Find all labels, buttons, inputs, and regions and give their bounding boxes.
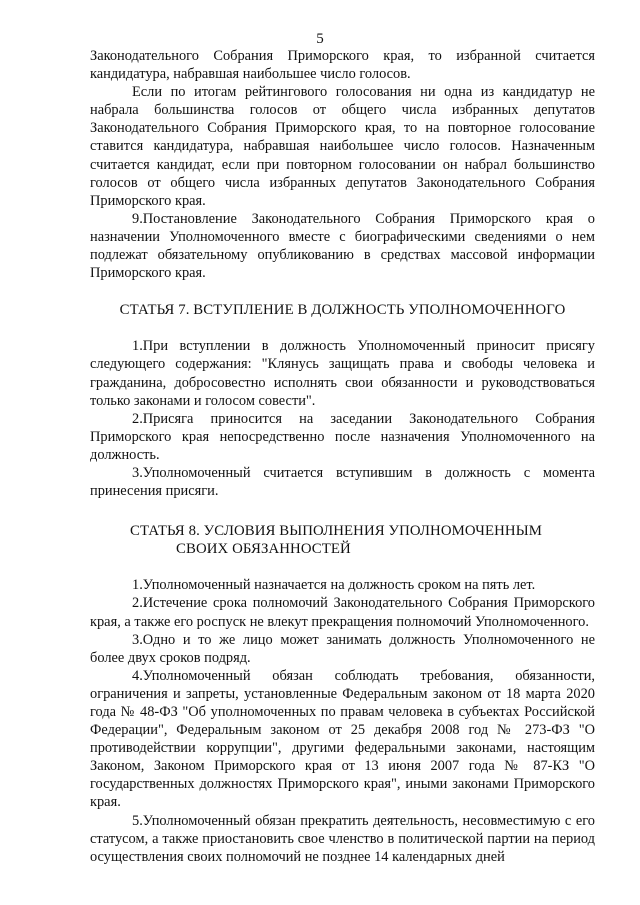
article-8-title-line-2: СВОИХ ОБЯЗАННОСТЕЙ xyxy=(176,541,351,558)
paragraph-repeat-vote: Если по итогам рейтингового голосования ни одна из кандидатур не набрала большинства голосов от общего числа избранных депутатов Законодательного Собрания Приморского края, то на повторное голосование ставится кандидатура, набравшая наибольшее число голосов. Назначенным считается кандидат, если при повторном голосовании он набрал большинство голосов от общего числа избранных депутатов Законодательного Собрания Приморского края. xyxy=(90,84,595,209)
page-number: 5 xyxy=(316,31,324,47)
paragraph-continuation: Законодательного Собрания Приморского края, то избранной считается кандидатура, набравшая наибольшее число голосов. xyxy=(90,48,595,83)
article-8-item-3: 3.Одно и то же лицо может занимать должность Уполномоченного не более двух сроков подряд. xyxy=(90,631,595,666)
article-8-title xyxy=(90,522,595,558)
article-8-item-4: 4.Уполномоченный обязан соблюдать требования, обязанности, ограничения и запреты, установленные Федеральным законом от 18 марта 2020 года № 48-ФЗ "Об уполномоченных по правам человека в субъектах Российской Федерации", Федеральным законом от 25 декабря 2008 год № 273-ФЗ "О противодействии коррупции", другими федеральными законами, настоящим Законом, Законом Приморского края от 13 июня 2007 года № 87-КЗ "О государственных должностях Приморского края", иными законами Приморского края. xyxy=(90,667,595,811)
article-7-item-1: 1.При вступлении в должность Уполномоченный приносит присягу следующего содержания: "Клянусь защищать права и свободы человека и гражданина, добросовестно исполнять свои обязанности и руководствоваться только законами и голосом совести". xyxy=(90,338,595,409)
article-8-item-2: 2.Истечение срока полномочий Законодательного Собрания Приморского края, а также его роспуск не влекут прекращения полномочий Уполномоченного. xyxy=(90,595,595,630)
article-7-item-3: 3.Уполномоченный считается вступившим в должность с момента принесения присяги. xyxy=(90,464,595,500)
document-body xyxy=(90,47,595,866)
article-8-title-line-1: СТАТЬЯ 8. УСЛОВИЯ ВЫПОЛНЕНИЯ УПОЛНОМОЧЕННЫМ xyxy=(130,523,542,540)
article-7-item-2: 2.Присяга приносится на заседании Законодательного Собрания Приморского края непосредственно после назначения Уполномоченного на должность. xyxy=(90,410,595,463)
article-8-item-5: 5.Уполномоченный обязан прекратить деятельность, несовместимую с его статусом, а также приостановить свое членство в политической партии на период осуществления своих полномочий не позднее 14 календарных дней xyxy=(90,812,595,865)
article-8-item-1: 1.Уполномоченный назначается на должность сроком на пять лет. xyxy=(132,577,536,594)
paragraph-item-9: 9.Постановление Законодательного Собрания Приморского края о назначении Уполномоченного вместе с биографическими сведениями о нем подлежат обязательному опубликованию в средствах массовой информации Приморского края. xyxy=(90,210,595,282)
article-7-title: СТАТЬЯ 7. ВСТУПЛЕНИЕ В ДОЛЖНОСТЬ УПОЛНОМОЧЕННОГО xyxy=(119,302,566,319)
